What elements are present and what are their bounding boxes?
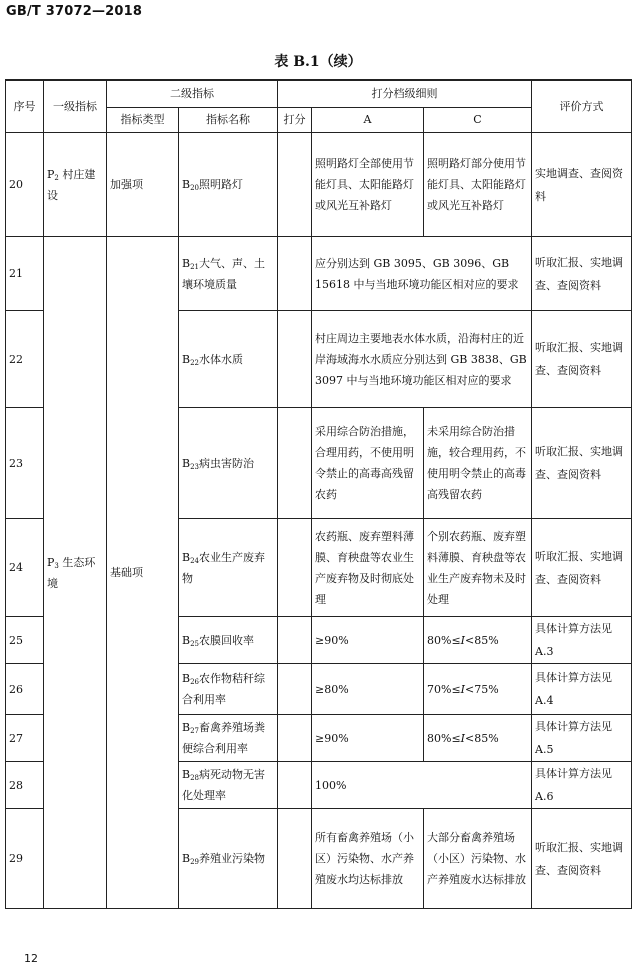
level1-label: 村庄建设 (47, 167, 96, 202)
criterion-c: 70%≤I<75% (424, 664, 532, 715)
indicator-name: $B_{27}$畜禽养殖场粪便综合利用率 (179, 715, 278, 762)
level1-subscript: 2 (54, 173, 59, 182)
indicator-name: $B_{20}$照明路灯 (179, 133, 278, 237)
criterion-c: 大部分畜禽养殖场（小区）污染物、水产养殖废水达标排放 (424, 809, 532, 909)
criterion-a: 所有畜禽养殖场（小区）污染物、水产养殖废水均达标排放 (312, 809, 424, 909)
eval-method: 具体计算方法见 A.6 (532, 762, 632, 809)
score-cell (278, 133, 312, 237)
indicator-name: $B_{26}$农作物秸秆综合利用率 (179, 664, 278, 715)
level1-cell (44, 133, 107, 237)
criterion-a: 农药瓶、废弃塑料薄膜、育秧盘等农业生产废弃物及时彻底处理 (312, 519, 424, 617)
header-a: A (312, 108, 424, 133)
indicator-name: $B_{28}$病死动物无害化处理率 (179, 762, 278, 809)
type-cell: 基础项 (107, 237, 179, 909)
criterion-a: 采用综合防治措施，合理用药，不使用明令禁止的高毒高残留农药 (312, 408, 424, 519)
indicator-name: $B_{29}$养殖业污染物 (179, 809, 278, 909)
row-seq: 27 (6, 715, 44, 762)
eval-method: 具体计算方法见 A.4 (532, 664, 632, 715)
criterion-c: 80%≤I<85% (424, 617, 532, 664)
criterion-a: 照明路灯全部使用节能灯具、太阳能路灯或风光互补路灯 (312, 133, 424, 237)
eval-method: 具体计算方法见 A.3 (532, 617, 632, 664)
indicator-name: $B_{21}$大气、声、土壤环境质量 (179, 237, 278, 311)
level1-cell (44, 237, 107, 909)
table-header (6, 80, 632, 133)
page-number: 12 (24, 952, 38, 965)
row-seq: 28 (6, 762, 44, 809)
level1-label: 生态环境 (47, 555, 96, 590)
criterion-a: ≥80% (312, 664, 424, 715)
criterion-c: 个别农药瓶、废弃塑料薄膜、育秧盘等农业生产废弃物未及时处理 (424, 519, 532, 617)
indicator-table (5, 79, 632, 909)
eval-method: 听取汇报、实地调查、查阅资料 (532, 237, 632, 311)
score-cell (278, 408, 312, 519)
standard-code: GB/T 37072—2018 (6, 4, 143, 19)
eval-method: 听取汇报、实地调查、查阅资料 (532, 809, 632, 909)
indicator-name: $B_{24}$农业生产废弃物 (179, 519, 278, 617)
criterion-c: 照明路灯部分使用节能灯具、太阳能路灯或风光互补路灯 (424, 133, 532, 237)
row-seq: 26 (6, 664, 44, 715)
level1-symbol: P (47, 167, 55, 181)
header-eval: 评价方式 (532, 80, 632, 133)
row-seq: 20 (6, 133, 44, 237)
score-cell (278, 762, 312, 809)
row-seq: 24 (6, 519, 44, 617)
eval-method: 听取汇报、实地调查、查阅资料 (532, 519, 632, 617)
level1-subscript: 3 (54, 561, 59, 570)
type-cell: 加强项 (107, 133, 179, 237)
row-seq: 21 (6, 237, 44, 311)
indicator-name: $B_{25}$农膜回收率 (179, 617, 278, 664)
row-seq: 22 (6, 311, 44, 408)
eval-method: 实地调查、查阅资料 (532, 133, 632, 237)
criterion-a: ≥90% (312, 715, 424, 762)
table-row (6, 237, 632, 311)
score-cell (278, 809, 312, 909)
criterion-c: 未采用综合防治措施，较合理用药，不使用明令禁止的高毒高残留农药 (424, 408, 532, 519)
level1-symbol: P (47, 555, 55, 569)
indicator-name: $B_{22}$水体水质 (179, 311, 278, 408)
score-cell (278, 617, 312, 664)
table-row (6, 133, 632, 237)
header-level2: 二级指标 (107, 80, 278, 108)
score-cell (278, 715, 312, 762)
criterion-a: ≥90% (312, 617, 424, 664)
indicator-name: $B_{23}$病虫害防治 (179, 408, 278, 519)
header-level1: 一级指标 (44, 80, 107, 133)
criterion-ac: 村庄周边主要地表水体水质，沿海村庄的近岸海域海水水质应分别达到 GB 3838、GB 3097 中与当地环境功能区相对应的要求 (312, 311, 532, 408)
header-name: 指标名称 (179, 108, 278, 133)
score-cell (278, 519, 312, 617)
table-caption: 表 B.1（续） (274, 54, 362, 70)
row-seq: 29 (6, 809, 44, 909)
eval-method: 听取汇报、实地调查、查阅资料 (532, 408, 632, 519)
header-score: 打分 (278, 108, 312, 133)
row-seq: 25 (6, 617, 44, 664)
score-cell (278, 311, 312, 408)
header-seq: 序号 (6, 80, 44, 133)
eval-method: 听取汇报、实地调查、查阅资料 (532, 311, 632, 408)
eval-method: 具体计算方法见 A.5 (532, 715, 632, 762)
criterion-ac: 100% (312, 762, 532, 809)
header-scoring: 打分档级细则 (278, 80, 532, 108)
header-type: 指标类型 (107, 108, 179, 133)
criterion-c: 80%≤I<85% (424, 715, 532, 762)
criterion-ac: 应分别达到 GB 3095、GB 3096、GB 15618 中与当地环境功能区相对应的要求 (312, 237, 532, 311)
row-seq: 23 (6, 408, 44, 519)
score-cell (278, 237, 312, 311)
header-c: C (424, 108, 532, 133)
score-cell (278, 664, 312, 715)
